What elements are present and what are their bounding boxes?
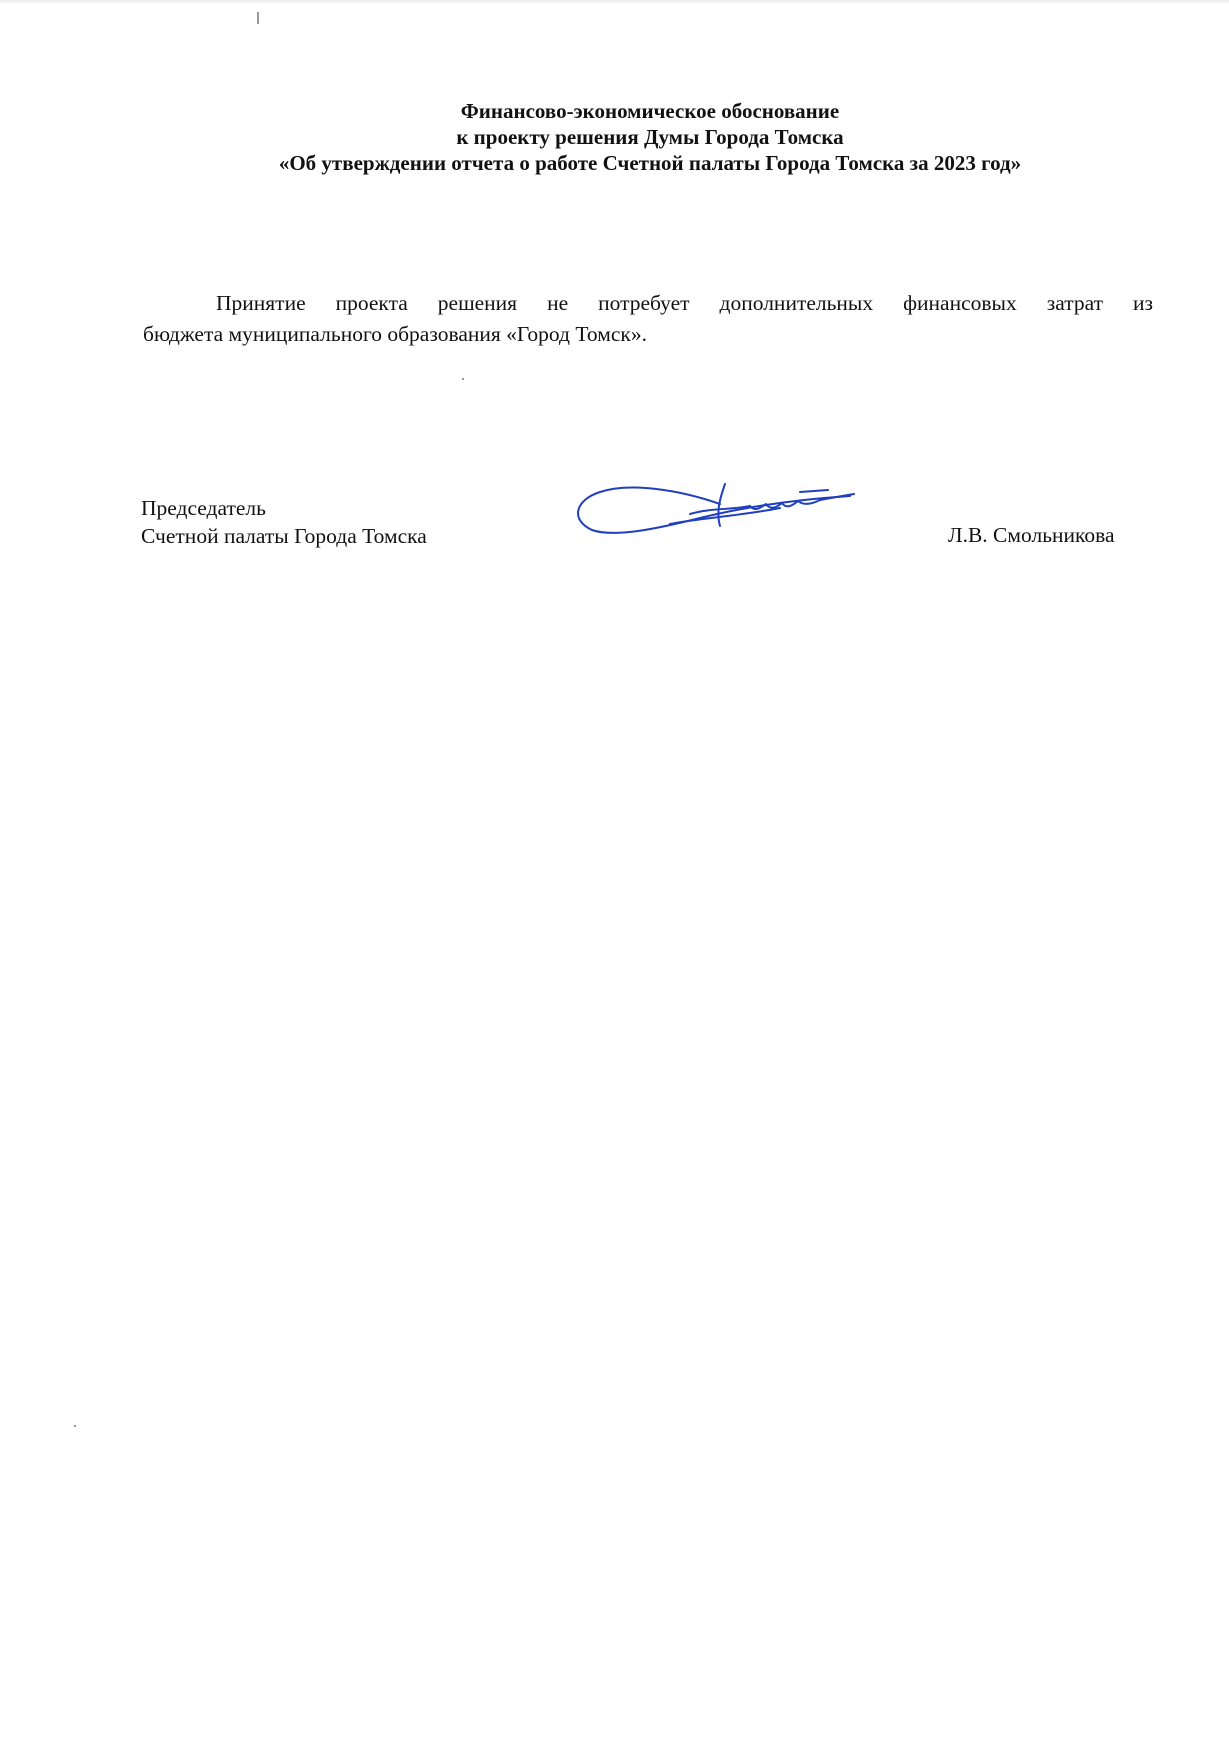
scan-speck bbox=[74, 1425, 76, 1427]
signer-position-line-1: Председатель bbox=[141, 496, 266, 520]
title-line-3: «Об утверждении отчета о работе Счетной палаты Города Томска за 2023 год» bbox=[278, 151, 1022, 175]
scan-speck bbox=[462, 378, 464, 380]
scan-speck bbox=[257, 12, 259, 24]
body-paragraph bbox=[143, 288, 1153, 350]
scan-top-edge bbox=[0, 0, 1229, 4]
handwritten-signature bbox=[570, 478, 860, 540]
signer-position bbox=[141, 494, 427, 550]
signer-position-line-2: Счетной палаты Города Томска bbox=[141, 524, 427, 548]
title-line-2: к проекту решения Думы Города Томска bbox=[456, 125, 844, 149]
paragraph-line-2: бюджета муниципального образования «Город Томск». bbox=[143, 322, 647, 346]
document-title bbox=[140, 98, 1160, 176]
paragraph-line-1: Принятие проекта решения не потребует дополнительных финансовых затрат из bbox=[216, 291, 1153, 315]
title-line-1: Финансово-экономическое обоснование bbox=[460, 99, 840, 123]
signer-name: Л.В. Смольникова bbox=[948, 523, 1115, 547]
